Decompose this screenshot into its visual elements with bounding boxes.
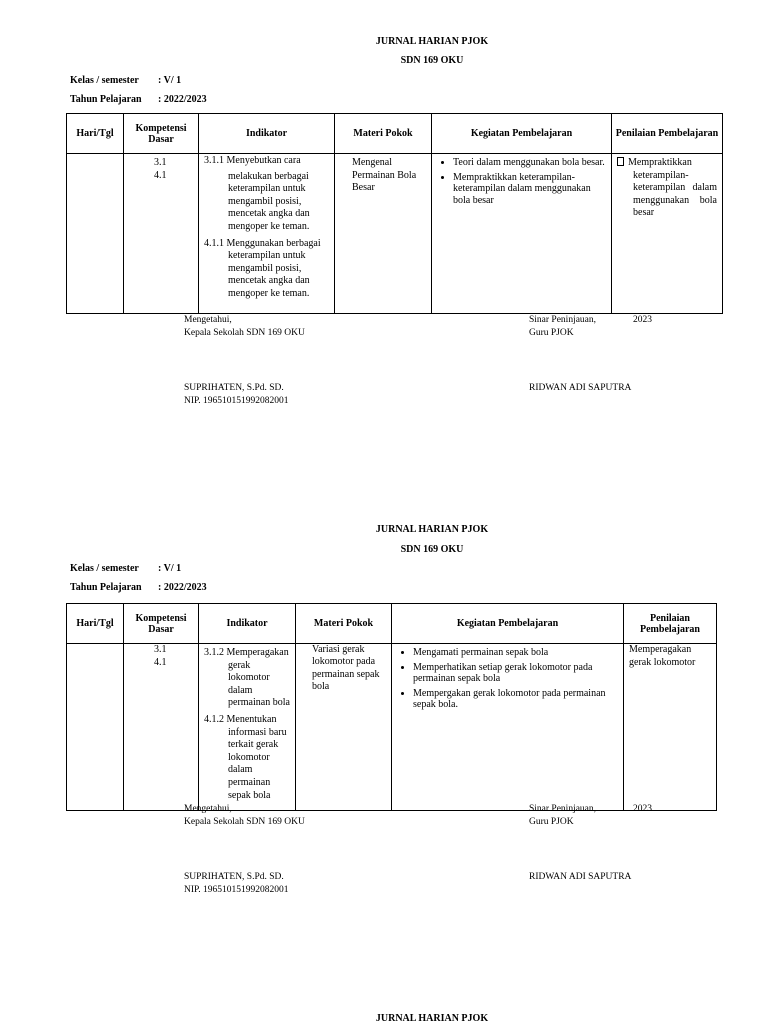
tahun-label: Tahun Pelajaran — [70, 582, 142, 593]
name-right: RIDWAN ADI SAPUTRA — [529, 872, 632, 882]
penilaian-cell — [612, 154, 723, 314]
indikator-first: 3.1.1 Menyebutkan cara — [204, 155, 301, 166]
journal-table — [66, 113, 723, 314]
penilaian-first: Mempraktikkan — [628, 157, 692, 168]
kd-item: 4.1 — [154, 656, 167, 668]
header-materi: Materi Pokok — [335, 114, 432, 154]
mengetahui-text: Mengetahui, — [184, 804, 232, 814]
square-bullet-icon — [617, 157, 624, 166]
indikator-rest: informasi baru terkait gerak lokomotor dalam permainan sepak bola — [228, 726, 287, 801]
table-header-row — [67, 604, 717, 644]
indikator-item — [204, 714, 290, 802]
kelas-label: Kelas / semester — [70, 563, 139, 574]
materi-cell — [335, 154, 432, 314]
kegiatan-item: • Memperhatikan setiap gerak lokomotor pada permainan sepak bola — [413, 662, 618, 685]
page-title: JURNAL HARIAN PJOK — [375, 36, 489, 47]
header-kegiatan: Kegiatan Pembelajaran — [432, 114, 612, 154]
place-text: Sinar Peninjauan, — [529, 804, 597, 814]
school-name: SDN 169 OKU — [400, 544, 464, 555]
kepala-sekolah-text: Kepala Sekolah SDN 169 OKU — [184, 327, 305, 338]
indikator-cell — [199, 154, 335, 314]
kd-item: 3.1 — [154, 644, 167, 655]
journal-table — [66, 603, 717, 811]
year-text: 2023 — [633, 315, 652, 325]
tahun-label: Tahun Pelajaran — [70, 94, 142, 105]
header-kompetensi: Kompetensi Dasar — [124, 114, 199, 154]
kelas-label: Kelas / semester — [70, 75, 139, 86]
signature-left — [184, 803, 305, 828]
page-title: JURNAL HARIAN PJOK — [375, 524, 489, 535]
hari-cell — [67, 154, 124, 314]
header-kegiatan: Kegiatan Pembelajaran — [392, 604, 624, 644]
kd-cell — [124, 644, 199, 811]
kegiatan-cell — [392, 644, 624, 811]
nip-left: NIP. 196510151992082001 — [184, 884, 289, 895]
name-left: SUPRIHATEN, S.Pd. SD. — [184, 383, 284, 393]
indikator-item — [204, 238, 329, 301]
materi-text: Variasi gerak lokomotor pada permainan sepak bola — [312, 644, 380, 692]
kd-item: 3.1 — [154, 157, 167, 168]
header-penilaian: Penilaian Pembelajaran — [612, 114, 723, 154]
materi-cell — [296, 644, 392, 811]
indikator-item — [204, 155, 329, 234]
kelas-value: : V/ 1 — [158, 563, 182, 574]
indikator-first: 3.1.2 Memperagakan — [204, 647, 289, 658]
signature-left — [184, 314, 305, 339]
penilaian-text: Memperagakan gerak lokomotor — [629, 644, 696, 668]
header-indikator: Indikator — [199, 604, 296, 644]
indikator-rest: melakukan berbagai keterampilan untuk mengambil posisi, mencetak angka dan mengoper ke teman. — [228, 170, 310, 232]
kegiatan-item: • Mengamati permainan sepak bola — [413, 647, 618, 659]
penilaian-cell — [624, 644, 717, 811]
nip-left: NIP. 196510151992082001 — [184, 395, 289, 406]
mengetahui-text: Mengetahui, — [184, 315, 232, 325]
school-name: SDN 169 OKU — [400, 55, 464, 66]
kegiatan-item: • Teori dalam menggunakan bola besar. — [453, 157, 606, 169]
guru-text: Guru PJOK — [529, 816, 574, 827]
name-left: SUPRIHATEN, S.Pd. SD. — [184, 872, 284, 882]
page-title: JURNAL HARIAN PJOK — [375, 1013, 489, 1024]
kd-cell — [124, 154, 199, 314]
indikator-rest: gerak lokomotor dalam permainan bola — [228, 659, 290, 709]
indikator-rest: keterampilan untuk mengambil posisi, mencetak angka dan mengoper ke teman. — [228, 250, 310, 299]
table-row — [67, 644, 717, 811]
name-right: RIDWAN ADI SAPUTRA — [529, 383, 632, 393]
tahun-value: : 2022/2023 — [158, 94, 207, 105]
header-indikator: Indikator — [199, 114, 335, 154]
header-hari: Hari/Tgl — [67, 604, 124, 644]
guru-text: Guru PJOK — [529, 327, 574, 338]
kd-item: 4.1 — [154, 169, 167, 181]
tahun-value: : 2022/2023 — [158, 582, 207, 593]
materi-text: Mengenal Permainan Bola Besar — [352, 157, 417, 194]
penilaian-rest: keterampilan-keterampilan dalam menggunakan bola besar — [633, 169, 717, 219]
header-kompetensi: Kompetensi Dasar — [124, 604, 199, 644]
kepala-sekolah-text: Kepala Sekolah SDN 169 OKU — [184, 816, 305, 827]
kegiatan-item: • Mempergakan gerak lokomotor pada permainan sepak bola. — [413, 688, 618, 711]
signatory-left — [184, 871, 289, 896]
indikator-first: 4.1.1 Menggunakan berbagai — [204, 237, 321, 249]
kegiatan-item: • Mempraktikkan keterampilan-keterampilan dalam menggunakan bola besar — [453, 172, 606, 207]
hari-cell — [67, 644, 124, 811]
signature-right — [529, 803, 652, 828]
year-text: 2023 — [633, 804, 652, 814]
header-penilaian: Penilaian Pembelajaran — [624, 604, 717, 644]
signatory-left — [184, 382, 289, 407]
table-header-row — [67, 114, 723, 154]
kelas-value: : V/ 1 — [158, 75, 182, 86]
indikator-item — [204, 647, 290, 710]
kegiatan-cell — [432, 154, 612, 314]
indikator-cell — [199, 644, 296, 811]
header-materi: Materi Pokok — [296, 604, 392, 644]
indikator-first: 4.1.2 Menentukan — [204, 713, 277, 725]
header-hari: Hari/Tgl — [67, 114, 124, 154]
table-row — [67, 154, 723, 314]
place-text: Sinar Peninjauan, — [529, 315, 597, 325]
signature-right — [529, 314, 652, 339]
